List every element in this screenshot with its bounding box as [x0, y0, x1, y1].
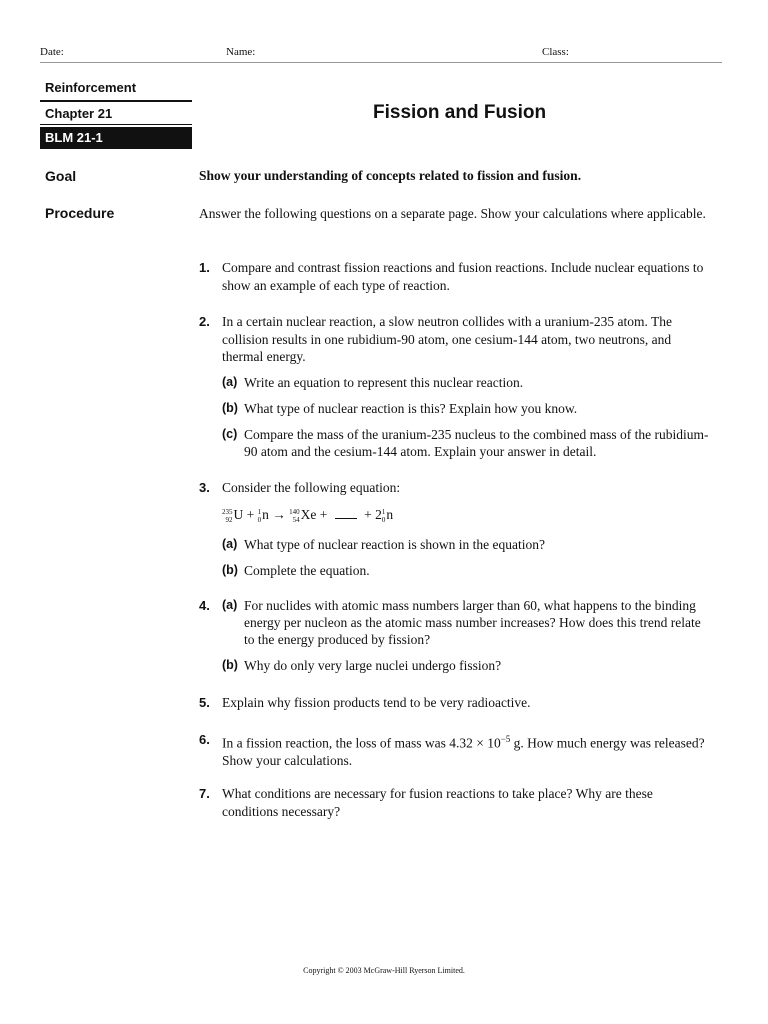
neutron-atomic-number: 0: [257, 515, 262, 524]
question-2a-text: Write an equation to represent this nuclear reaction.: [244, 375, 524, 390]
equation-plus: +: [246, 507, 255, 522]
neutron-symbol: n: [262, 507, 269, 522]
question-3-text: Consider the following equation:: [222, 480, 401, 495]
reinforcement-label: Reinforcement: [45, 80, 137, 95]
question-3-number: 3.: [199, 480, 210, 495]
procedure-label: Procedure: [45, 205, 115, 221]
sidebar-rule-top: [40, 100, 192, 102]
equation-arrow: →: [272, 507, 286, 522]
question-2c-label: (c): [222, 427, 238, 441]
question-4b-label: (b): [222, 658, 238, 672]
uranium-nuclide-numbers: [222, 508, 233, 524]
question-3a-text: What type of nuclear reaction is shown in the equation?: [244, 537, 546, 552]
question-3a-label: (a): [222, 537, 238, 551]
xenon-symbol: Xe: [300, 507, 317, 522]
equation-blank: [335, 506, 357, 519]
copyright-notice: Copyright © 2003 McGraw-Hill Ryerson Limited.: [303, 966, 465, 975]
product-neutron-nuclide-numbers: [382, 508, 386, 524]
chapter-label: Chapter 21: [45, 106, 113, 121]
question-4a-label: (a): [222, 598, 238, 612]
question-4b-text: Why do only very large nuclei undergo fission?: [244, 658, 502, 673]
question-2c-text: Compare the mass of the uranium-235 nucleus to the combined mass of the rubidium-90 atom and the cesium-144 atom. Explain your answer in detail.: [244, 427, 709, 459]
class-label: Class:: [542, 46, 569, 58]
goal-label: Goal: [45, 168, 77, 184]
equation-plus-3: +: [364, 507, 372, 522]
question-6-text-before: In a fission reaction, the loss of mass was 4.32 × 10: [222, 735, 501, 751]
question-6-text: [222, 731, 712, 770]
page-title: Fission and Fusion: [373, 102, 547, 123]
question-7-number: 7.: [199, 786, 210, 801]
date-label: Date:: [40, 46, 64, 58]
uranium-symbol: U: [233, 507, 244, 522]
neutron-nuclide-numbers: [258, 508, 262, 524]
question-2-text: In a certain nuclear reaction, a slow neutron collides with a uranium-235 atom. The collision results in one rubidium-90 atom, one cesium-144 atom, two neutrons, and thermal energy.: [222, 314, 672, 364]
product-neutron-symbol: n: [386, 507, 394, 522]
question-1-number: 1.: [199, 260, 210, 275]
question-5-number: 5.: [199, 695, 210, 710]
name-label: Name:: [226, 46, 256, 58]
question-2a-label: (a): [222, 375, 238, 389]
question-6-text-after: g. How much energy was released? Show your calculations.: [222, 735, 705, 768]
question-2b-text: What type of nuclear reaction is this? Explain how you know.: [244, 401, 578, 416]
question-2b-label: (b): [222, 401, 238, 415]
question-3b-text: Complete the equation.: [244, 563, 370, 578]
xenon-nuclide-numbers: [289, 508, 300, 524]
xenon-atomic-number: 54: [292, 515, 300, 524]
question-6-exponent: −5: [500, 734, 511, 744]
question-3b-label: (b): [222, 563, 238, 577]
equation-plus-2: +: [319, 507, 328, 522]
product-neutron-atomic-number: 0: [381, 515, 386, 524]
product-neutron-mass-number: 1: [381, 507, 386, 516]
goal-text: Show your understanding of concepts related to fission and fusion.: [199, 168, 582, 183]
uranium-mass-number: 235: [222, 507, 233, 516]
neutron-coefficient: 2: [375, 507, 382, 522]
question-2-number: 2.: [199, 314, 210, 329]
blm-label: BLM 21-1: [45, 130, 103, 145]
question-1-text: Compare and contrast fission reactions and fusion reactions. Include nuclear equations to show an example of each type of reaction.: [222, 260, 704, 293]
question-7-text: What conditions are necessary for fusion reactions to take place? Why are these conditions necessary?: [222, 786, 653, 819]
question-4a-text: For nuclides with atomic mass numbers larger than 60, what happens to the binding energy per nucleon as the atomic mass number increases? How does this trend relate to the energy produced by fission?: [244, 598, 701, 647]
procedure-text: Answer the following questions on a separate page. Show your calculations where applicable.: [199, 206, 706, 221]
nuclear-equation: [222, 505, 393, 525]
uranium-atomic-number: 92: [225, 515, 233, 524]
neutron-mass-number: 1: [257, 507, 262, 516]
sidebar-rule-middle: [40, 124, 192, 125]
header-rule: [40, 62, 722, 63]
question-6-number: 6.: [199, 732, 210, 747]
xenon-mass-number: 140: [289, 507, 300, 516]
question-5-text: Explain why fission products tend to be very radioactive.: [222, 695, 531, 710]
question-4-number: 4.: [199, 598, 210, 613]
